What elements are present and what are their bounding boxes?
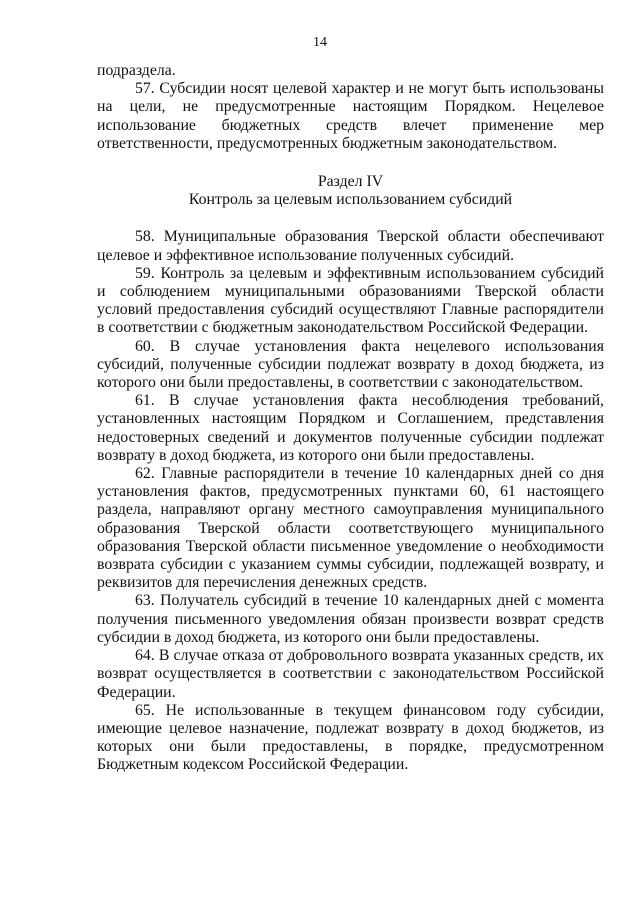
section-heading: Контроль за целевым использованием субсидий	[188, 191, 513, 209]
paragraph-64: 64. В случае отказа от добровольного возврата указанных средств, их возврат осуществляется в соответствии с законодательством Российской Федерации.	[97, 647, 604, 701]
paragraph-59: 59. Контроль за целевым и эффективным использованием субсидий и соблюдением муниципальными образованиями Тверской области условий предоставления субсидий осуществляют Главные распорядители в соответствии с бюджетным законодательством Российской Федерации.	[97, 264, 604, 337]
section-header	[97, 173, 604, 209]
paragraph-65: 65. Не использованные в текущем финансовом году субсидии, имеющие целевое назначение, подлежат возврату в доход бюджетов, из которых они были предоставлены, в порядке, предусмотренном Бюджетным кодексом Российской Федерации.	[97, 701, 604, 774]
paragraph-57: 57. Субсидии носят целевой характер и не могут быть использованы на цели, не предусмотренные настоящим Порядком. Нецелевое использование бюджетных средств влечет применение мер ответственности, предусмотренных бюджетным законодательством.	[97, 80, 604, 152]
paragraph-continuation: подраздела.	[97, 62, 176, 79]
section-title: Раздел IV	[317, 173, 384, 191]
paragraph-60: 60. В случае установления факта нецелевого использования субсидий, полученные субсидии подлежат возврату в доход бюджета, из которого они были предоставлены, в соответствии с законодательством.	[97, 337, 604, 392]
paragraph-63: 63. Получатель субсидий в течение 10 календарных дней с момента получения письменного уведомления обязан произвести возврат средств субсидии в доход бюджета, из которого они были предоставлены.	[97, 592, 604, 646]
page-number: 14	[313, 35, 327, 50]
paragraph-61: 61. В случае установления факта несоблюдения требований, установленных настоящим Порядком и Соглашением, представления недостоверных сведений и документов полученные субсидии подлежат возврату в доход бюджета, из которого они были предоставлены.	[97, 392, 604, 464]
paragraph-62: 62. Главные распорядители в течение 10 календарных дней со дня установления фактов, предусмотренных пунктами 60, 61 настоящего раздела, направляют органу местного самоуправления муниципального образования Тверской области соответствующего муниципального образования Тверской области письменное уведомление о необходимости возврата субсидии с указанием суммы субсидии, подлежащей возврату, и реквизитов для перечисления денежных средств.	[97, 465, 604, 592]
document-body	[97, 62, 604, 775]
paragraph-58: 58. Муниципальные образования Тверской области обеспечивают целевое и эффективное использование полученных субсидий.	[97, 228, 604, 264]
